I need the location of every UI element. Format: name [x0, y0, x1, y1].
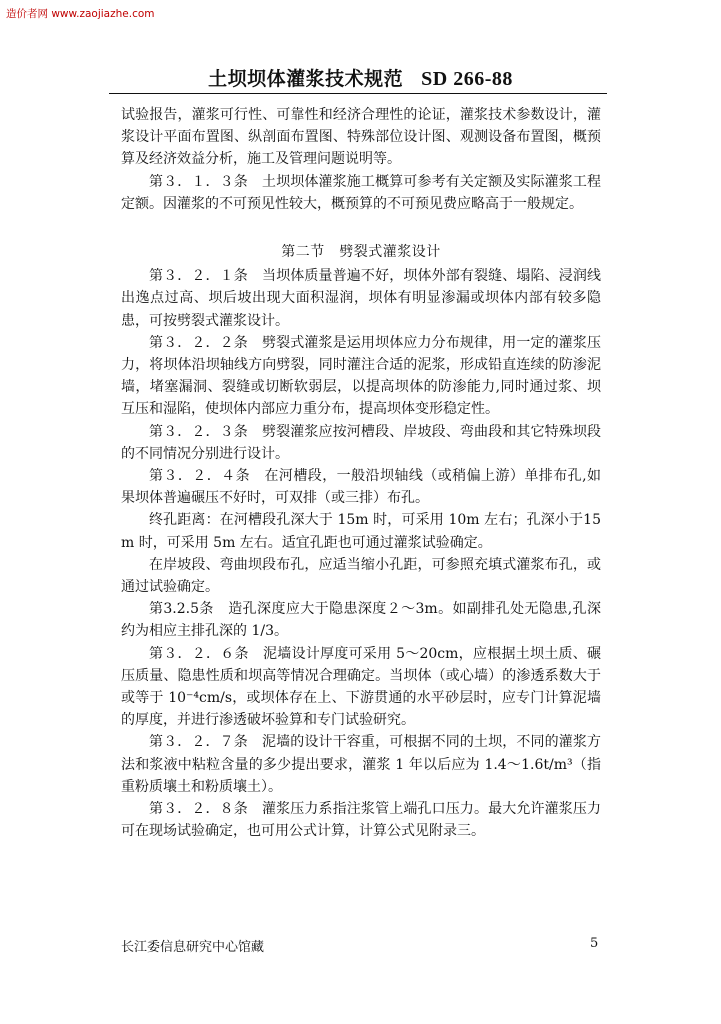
paragraph: 第３．２．６条 泥墙设计厚度可采用 5～20cm，应根据土坝土质、碾压质量、隐患性质和坝高等情况合理确定。当坝体（或心墙）的渗透系数大于或等于 10⁻⁴cm/s，或坝体存在上、下游贯通的水平砂层时，应专门计算泥墙的厚度，并进行渗透破坏验算和专门试验研究。 — [121, 645, 601, 729]
paragraph: 第３．２．７条 泥墙的设计干容重，可根据不同的土坝，不同的灌浆方法和浆液中粘粒含量的多少提出要求，灌浆 1 年以后应为 1.4～1.6t/m³（指重粉质壤土和粉质壤土）。 — [121, 734, 601, 795]
paragraph: 第３．２．１条 当坝体质量普遍不好，坝体外部有裂缝、塌陷、浸润线出逸点过高、坝后坡出现大面积湿润，坝体有明显渗漏或坝体内部有较多隐患，可按劈裂式灌浆设计。 — [121, 268, 601, 329]
document-code: SD 266-88 — [421, 68, 513, 90]
header-rule — [109, 93, 607, 94]
site-watermark: 造价者网 www.zaojiazhe.com — [6, 8, 155, 20]
paragraph: 第３．１．３条 土坝坝体灌浆施工概算可参考有关定额及实际灌浆工程定额。因灌浆的不可预见性较大，概预算的不可预见费应略高于一般规定。 — [121, 173, 601, 212]
paragraph: 终孔距离：在河槽段孔深大于 15m 时，可采用 10m 左右；孔深小于15m 时，可采用 5m 左右。适宜孔距也可通过灌浆试验确定。 — [121, 512, 601, 551]
footer-source: 长江委信息研究中心馆藏 — [121, 940, 265, 955]
document-body — [121, 104, 601, 843]
paragraph: 第３．２．８条 灌浆压力系指注浆管上端孔口压力。最大允许灌浆压力可在现场试验确定，也可用公式计算，计算公式见附录三。 — [121, 801, 601, 840]
paragraph: 试验报告，灌浆可行性、可靠性和经济合理性的论证，灌浆技术参数设计，灌浆设计平面布置图、纵剖面布置图、特殊部位设计图、观测设备布置图，概预算及经济效益分析，施工及管理问题说明等。 — [121, 107, 601, 168]
paragraph: 第３．２．３条 劈裂灌浆应按河槽段、岸坡段、弯曲段和其它特殊坝段的不同情况分别进行设计。 — [121, 423, 601, 462]
paragraph: 在岸坡段、弯曲坝段布孔，应适当缩小孔距，可参照充填式灌浆布孔，或通过试验确定。 — [121, 556, 601, 596]
page-number: 5 — [590, 936, 599, 951]
section-title: 第二节 劈裂式灌浆设计 — [281, 244, 441, 261]
document-title: 土坝坝体灌浆技术规范 — [208, 68, 404, 90]
paragraph: 第3.2.5条 造孔深度应大于隐患深度２～3m。如副排孔处无隐患,孔深约为相应主排孔深的 1/3。 — [121, 601, 601, 640]
paragraph: 第３．２．２条 劈裂式灌浆是运用坝体应力分布规律，用一定的灌浆压力，将坝体沿坝轴线方向劈裂，同时灌注合适的泥浆，形成铅直连续的防渗泥墙，堵塞漏洞、裂缝或切断软弱层，以提高坝体的防渗能力,同时通过浆、坝互压和湿陷，使坝体内部应力重分布，提高坝体变形稳定性。 — [121, 334, 601, 418]
page-header — [0, 64, 721, 91]
paragraph: 第３．２．４条 在河槽段，一般沿坝轴线（或稍偏上游）单排布孔,如果坝体普遍碾压不好时，可双排（或三排）布孔。 — [121, 468, 601, 507]
